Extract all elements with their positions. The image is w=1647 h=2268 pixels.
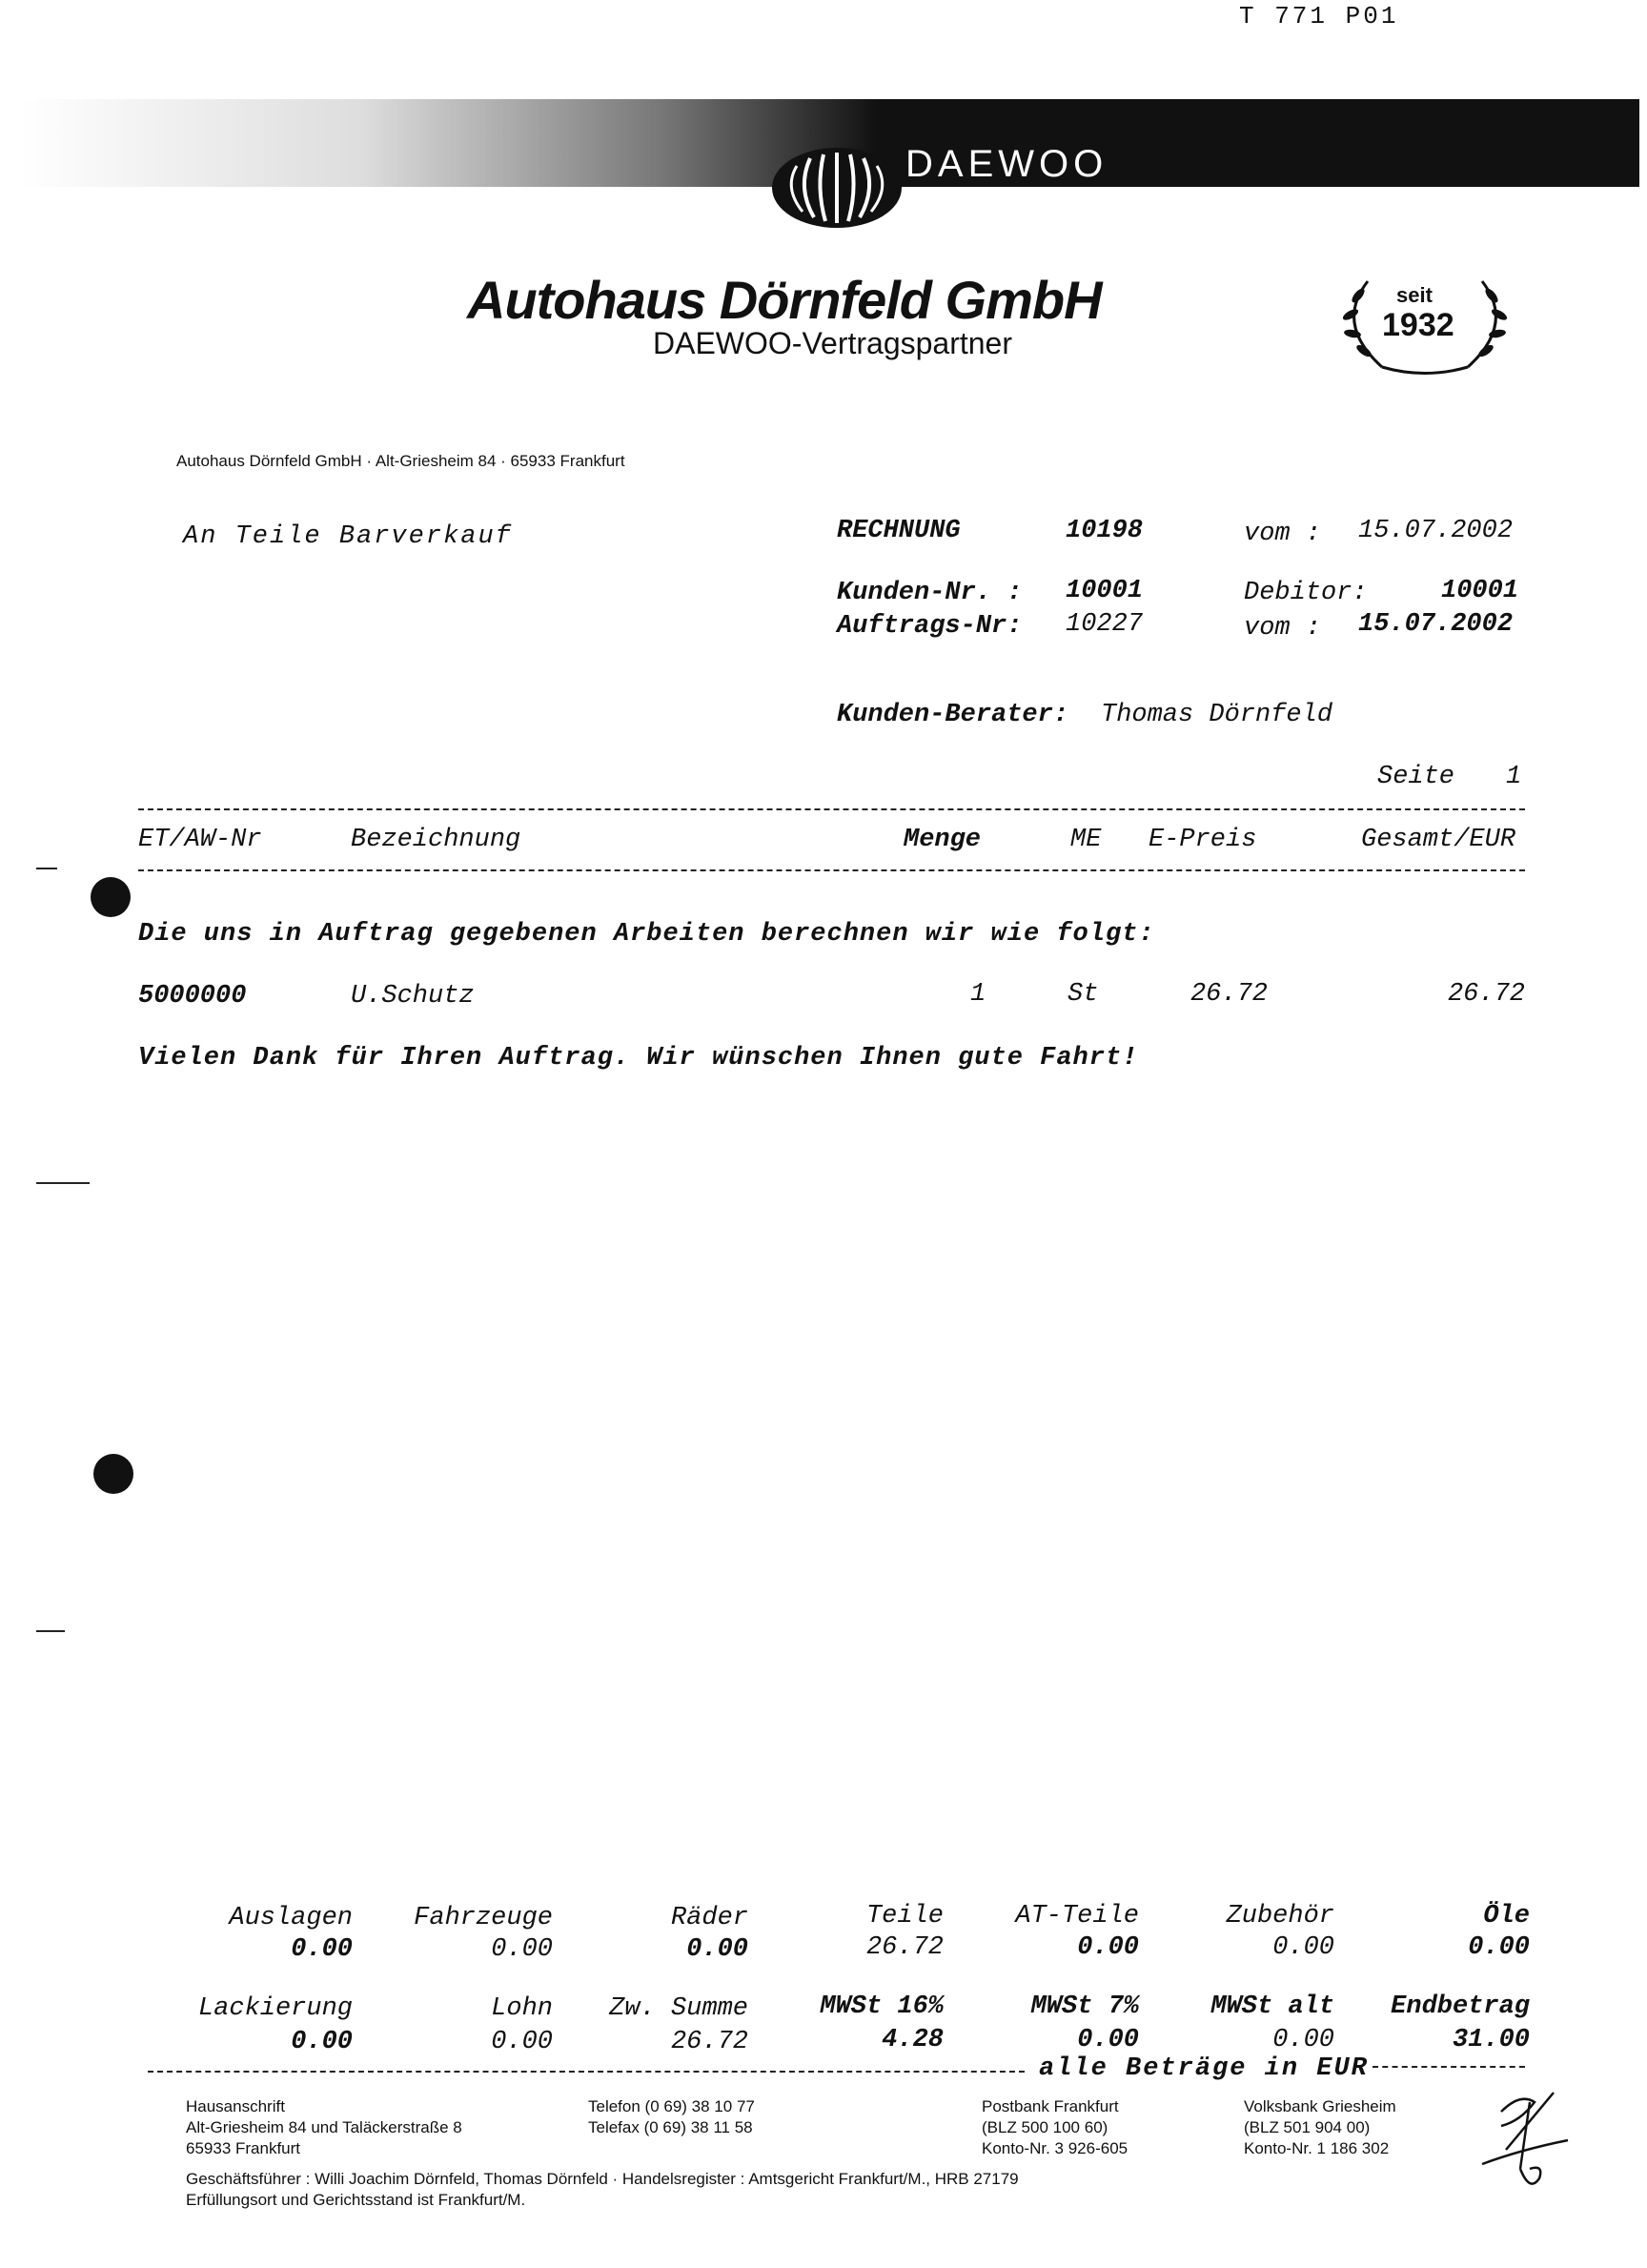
total-value: 0.00 bbox=[1077, 2026, 1139, 2054]
footer-bank2-konto: Konto-Nr. 1 186 302 bbox=[1244, 2139, 1390, 2157]
invoice-date-label: vom : bbox=[1244, 520, 1322, 548]
fold-mark bbox=[36, 1630, 65, 1632]
currency-note: alle Beträge in EUR bbox=[1039, 2054, 1369, 2083]
page-number: 1 bbox=[1506, 763, 1522, 791]
totals-rule-left bbox=[148, 2071, 1025, 2073]
footer-address-line2: 65933 Frankfurt bbox=[186, 2139, 301, 2157]
footer-management: Geschäftsführer : Willi Joachim Dörnfeld, Thomas Dörnfeld · Handelsregister : Amtsgericht Frankfurt/M., HRB 27179 bbox=[186, 2170, 1019, 2188]
col-header-me: ME bbox=[1070, 826, 1102, 854]
total-label: MWSt 7% bbox=[1030, 1992, 1139, 2021]
sender-line: Autohaus Dörnfeld GmbH · Alt-Griesheim 84 · 65933 Frankfurt bbox=[176, 452, 625, 470]
order-date-label: vom : bbox=[1244, 614, 1322, 643]
row-nr: 5000000 bbox=[138, 982, 247, 1011]
signature bbox=[1463, 2074, 1596, 2207]
total-value: 0.00 bbox=[491, 1935, 553, 1964]
total-label: AT-Teile bbox=[1015, 1902, 1139, 1931]
col-header-bez: Bezeichnung bbox=[351, 826, 521, 854]
total-value: 0.00 bbox=[291, 1935, 353, 1964]
invoice-date: 15.07.2002 bbox=[1358, 517, 1514, 545]
total-label: Lohn bbox=[491, 1994, 553, 2023]
advisor-name: Thomas Dörnfeld bbox=[1101, 701, 1333, 729]
debitor-label: Debitor: bbox=[1244, 579, 1368, 607]
row-epreis: 26.72 bbox=[1190, 980, 1268, 1009]
total-label: Auslagen bbox=[229, 1904, 353, 1932]
col-header-menge: Menge bbox=[904, 826, 982, 854]
seal-seit: seit bbox=[1396, 283, 1433, 307]
total-label: Teile bbox=[865, 1902, 944, 1931]
total-value: 0.00 bbox=[1272, 2026, 1334, 2054]
advisor-label: Kunden-Berater: bbox=[837, 701, 1069, 729]
punch-hole bbox=[91, 877, 131, 917]
daewoo-logo-text: DAEWOO bbox=[905, 143, 1108, 185]
seal-year: 1932 bbox=[1382, 307, 1454, 343]
order-number: 10227 bbox=[1066, 610, 1144, 639]
total-value: 26.72 bbox=[670, 2028, 748, 2056]
total-label: Zw. Summe bbox=[609, 1994, 748, 2023]
order-number-label: Auftrags-Nr: bbox=[837, 612, 1023, 641]
total-value: 31.00 bbox=[1452, 2026, 1530, 2054]
totals-rule-right bbox=[1372, 2066, 1525, 2068]
footer-bank1-blz: (BLZ 500 100 60) bbox=[982, 2118, 1108, 2136]
total-label: Zubehör bbox=[1226, 1902, 1334, 1931]
row-bez: U.Schutz bbox=[351, 982, 475, 1011]
col-header-gesamt: Gesamt/EUR bbox=[1361, 826, 1516, 854]
page-label: Seite bbox=[1377, 763, 1455, 791]
table-top-rule bbox=[138, 808, 1525, 810]
invoice-title-label: RECHNUNG bbox=[837, 517, 961, 545]
total-label: Räder bbox=[670, 1904, 748, 1932]
footer-jurisdiction: Erfüllungsort und Gerichtsstand ist Frankfurt/M. bbox=[186, 2191, 526, 2209]
footer-telefon: Telefon (0 69) 38 10 77 bbox=[588, 2097, 755, 2115]
footer-bank2-name: Volksbank Griesheim bbox=[1244, 2097, 1396, 2115]
total-label: MWSt alt bbox=[1210, 1992, 1334, 2021]
debitor-number: 10001 bbox=[1441, 577, 1519, 605]
total-label: Endbetrag bbox=[1391, 1992, 1530, 2021]
total-value: 0.00 bbox=[1272, 1933, 1334, 1962]
footer-bank1-konto: Konto-Nr. 3 926-605 bbox=[982, 2139, 1128, 2157]
thanks-text: Vielen Dank für Ihren Auftrag. Wir wünschen Ihnen gute Fahrt! bbox=[138, 1044, 1139, 1073]
recipient: An Teile Barverkauf bbox=[183, 522, 513, 551]
fax-header: T 771 P01 bbox=[1239, 2, 1399, 31]
total-value: 26.72 bbox=[865, 1933, 944, 1962]
header-banner-fade bbox=[19, 99, 877, 187]
punch-hole bbox=[93, 1454, 133, 1494]
total-label: Öle bbox=[1483, 1902, 1530, 1931]
col-header-epreis: E-Preis bbox=[1149, 826, 1257, 854]
company-subtitle: DAEWOO-Vertragspartner bbox=[653, 326, 1012, 360]
total-label: Lackierung bbox=[197, 1994, 353, 2023]
total-value: 0.00 bbox=[491, 2028, 553, 2056]
footer-address-line1: Alt-Griesheim 84 und Taläckerstraße 8 bbox=[186, 2118, 462, 2136]
footer-telefax: Telefax (0 69) 38 11 58 bbox=[588, 2118, 753, 2136]
intro-text: Die uns in Auftrag gegebenen Arbeiten berechnen wir wie folgt: bbox=[138, 920, 1155, 949]
invoice-number: 10198 bbox=[1066, 517, 1144, 545]
fold-mark bbox=[36, 1182, 90, 1184]
customer-number-label: Kunden-Nr. : bbox=[837, 579, 1023, 607]
total-value: 0.00 bbox=[291, 2028, 353, 2056]
table-header-rule bbox=[138, 869, 1525, 871]
col-header-nr: ET/AW-Nr bbox=[138, 826, 262, 854]
total-value: 0.00 bbox=[1077, 1933, 1139, 1962]
row-gesamt: 26.72 bbox=[1447, 980, 1525, 1009]
fold-mark bbox=[36, 868, 57, 869]
total-value: 0.00 bbox=[686, 1935, 748, 1964]
total-value: 0.00 bbox=[1468, 1933, 1530, 1962]
footer-address-title: Hausanschrift bbox=[186, 2097, 285, 2115]
row-menge: 1 bbox=[970, 980, 986, 1009]
customer-number: 10001 bbox=[1066, 577, 1144, 605]
company-name: Autohaus Dörnfeld GmbH bbox=[467, 270, 1102, 330]
total-label: MWSt 16% bbox=[820, 1992, 944, 2021]
total-label: Fahrzeuge bbox=[414, 1904, 553, 1932]
row-me: St bbox=[1068, 980, 1099, 1009]
order-date: 15.07.2002 bbox=[1358, 610, 1514, 639]
footer-bank1-name: Postbank Frankfurt bbox=[982, 2097, 1119, 2115]
total-value: 4.28 bbox=[882, 2026, 944, 2054]
daewoo-emblem-icon bbox=[770, 145, 904, 231]
footer-bank2-blz: (BLZ 501 904 00) bbox=[1244, 2118, 1371, 2136]
